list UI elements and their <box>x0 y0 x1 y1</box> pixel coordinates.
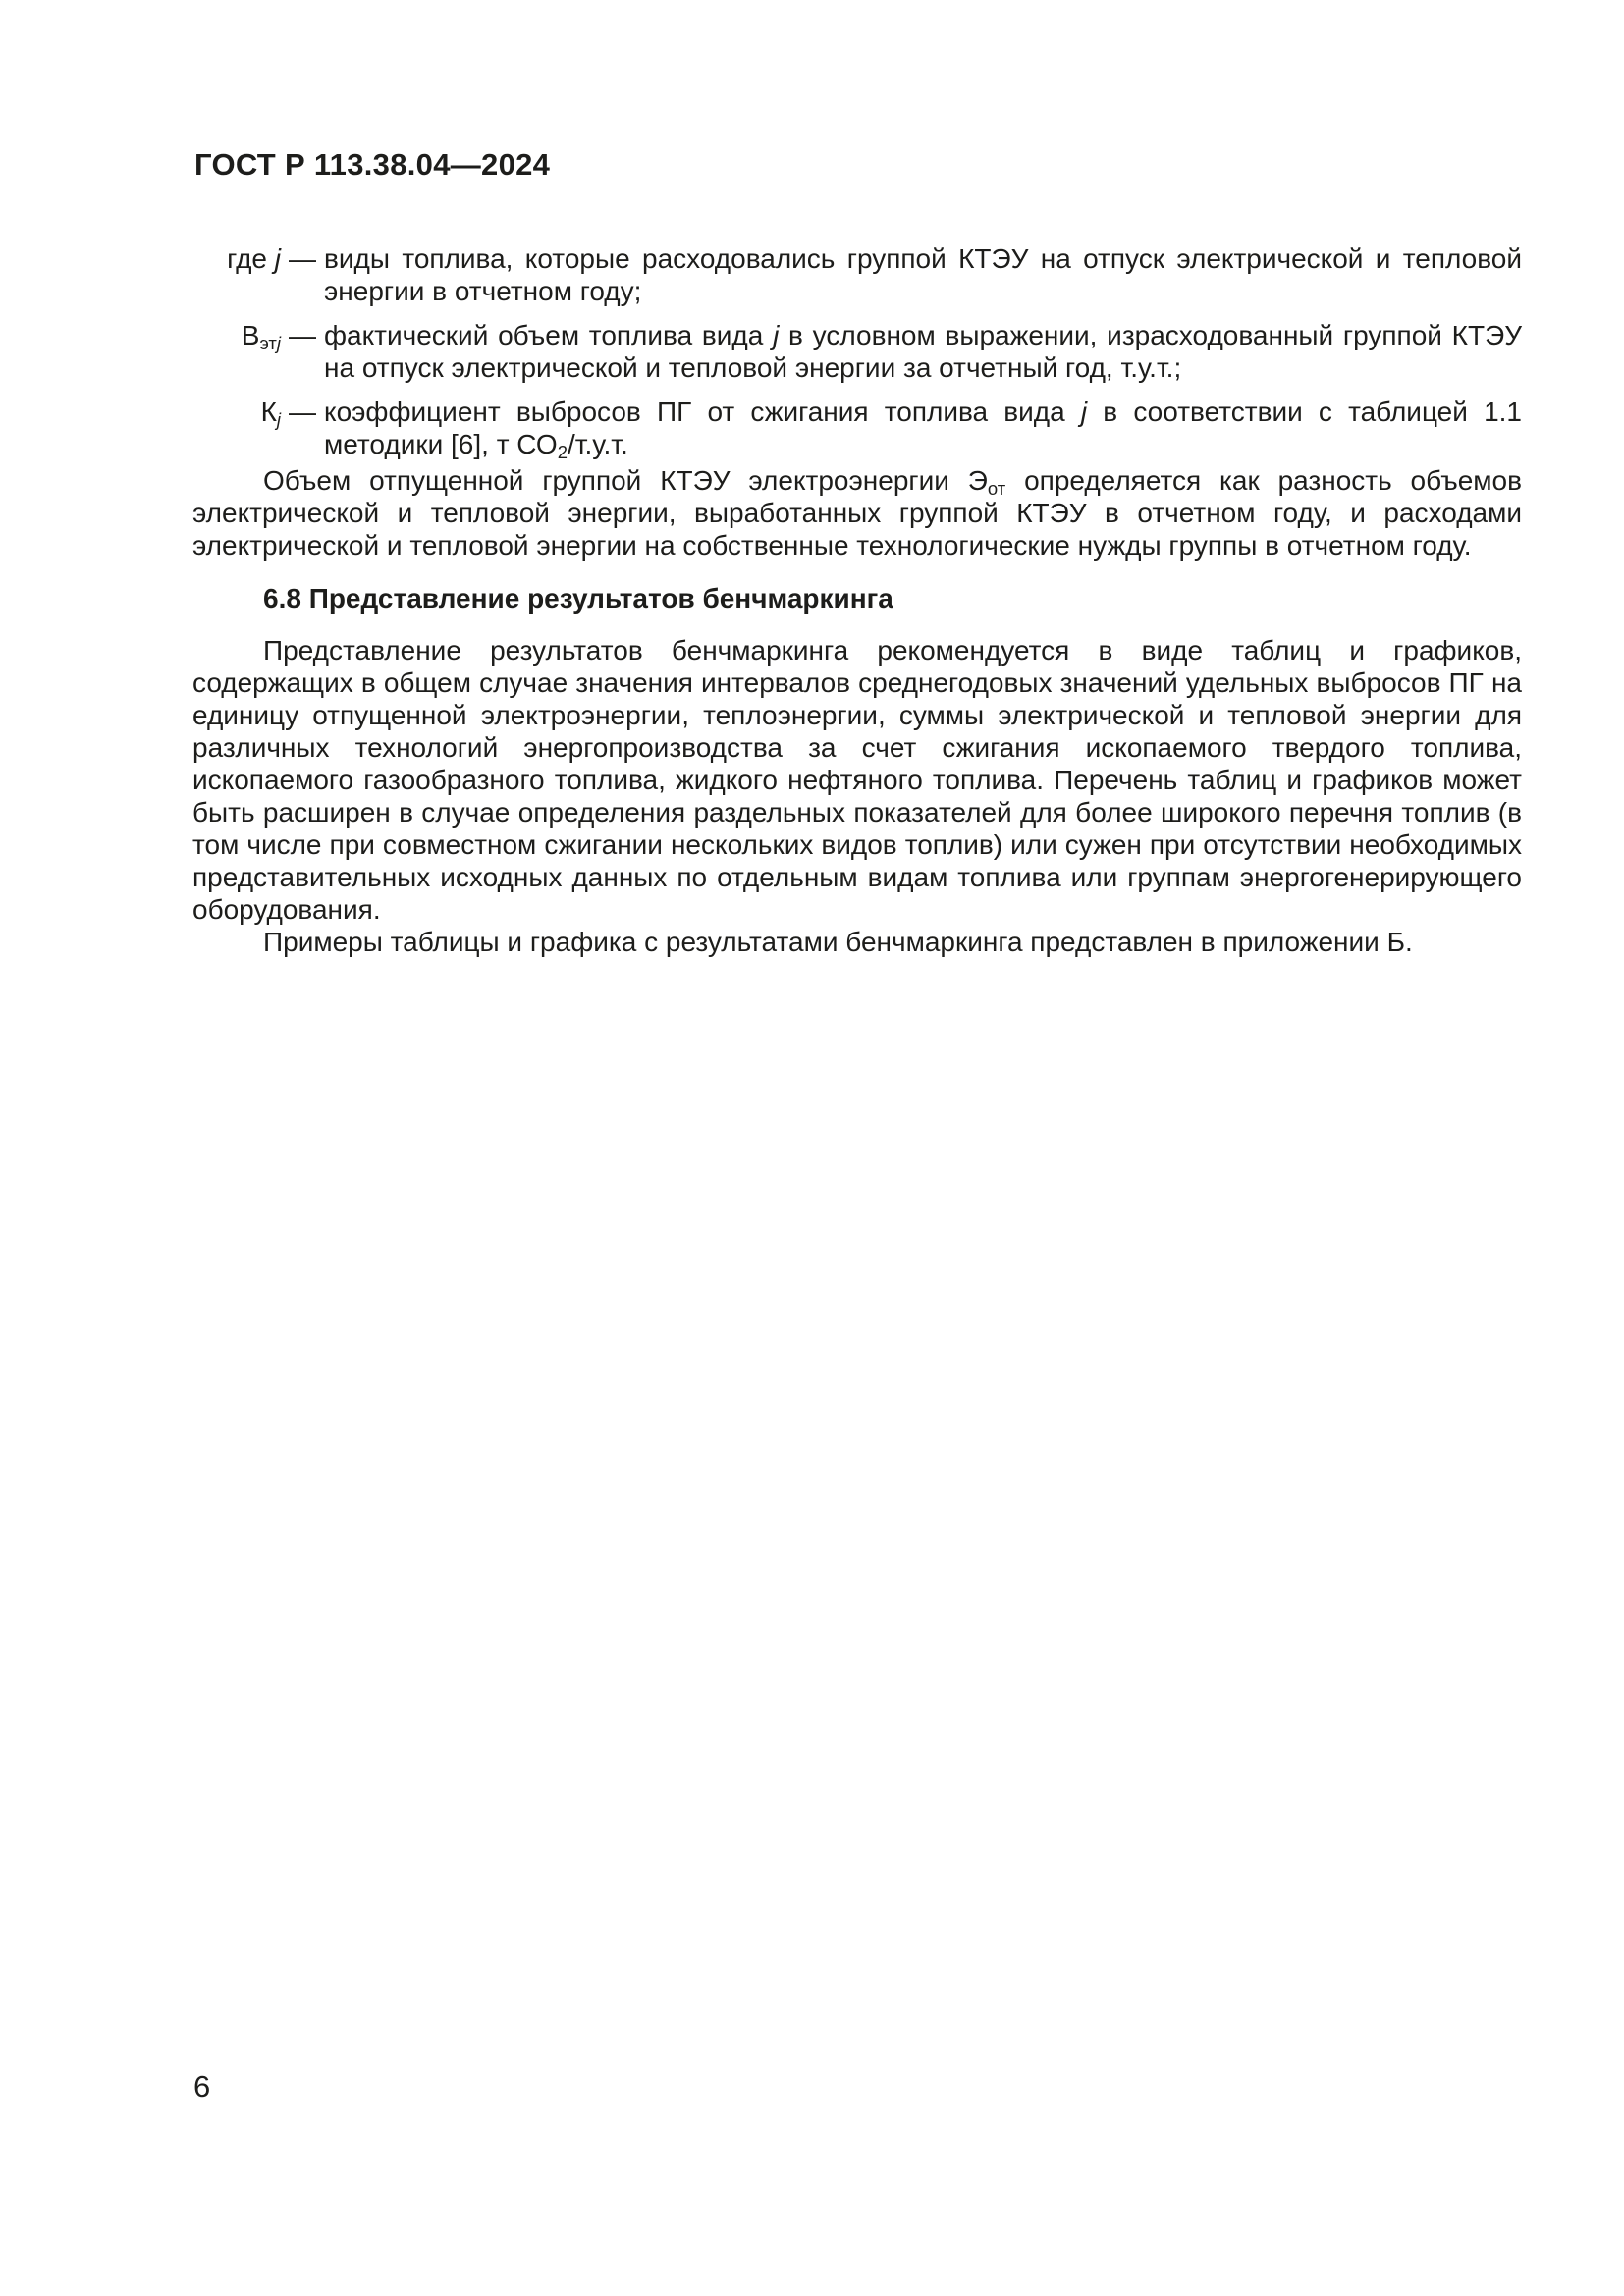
definition-text: коэффициент выбросов ПГ от сжигания топлива вида j в соответствии с таблицей 1.1 методики [6], т СО2/т.у.т. <box>324 397 1522 462</box>
definition-dash: — <box>289 243 316 274</box>
definition-term: Кj <box>260 397 281 430</box>
definition-dash: — <box>289 397 316 427</box>
definition-text: виды топлива, которые расходовались группой КТЭУ на отпуск электрической и тепловой энергии в отчетном году; <box>324 243 1522 306</box>
definition-list <box>192 242 1522 460</box>
paragraph-examples-reference: Примеры таблицы и графика с результатами бенчмаркинга представлен в приложении Б. <box>263 927 1413 957</box>
document-code-header: ГОСТ Р 113.38.04—2024 <box>194 147 551 182</box>
definition-item <box>192 396 1522 460</box>
definition-term: Вэтj <box>241 320 281 353</box>
paragraph-benchmarking-results: Представление результатов бенчмаркинга рекомендуется в виде таблиц и графиков, содержащих в общем случае значения интервалов среднегодовых значений удельных выбросов ПГ на единицу отпущенной электроэнергии, теплоэнергии, суммы электрической и тепловой энергии для различных технологий энергопроизводства за счет сжигания ископаемого твердого топлива, ископаемого газообразного топлива, жидкого нефтяного топлива. Перечень таблиц и графиков может быть расширен в случае определения раздельных показателей для более широкого перечня топлив (в том числе при совместном сжигании нескольких видов топлив) или сужен при отсутствии необходимых представительных исходных данных по отдельным видам топлива или группам энергогенерирующего оборудования. <box>192 635 1522 925</box>
page-content <box>192 242 1522 958</box>
definition-dash: — <box>289 320 316 350</box>
definition-term: где j <box>227 243 281 274</box>
paragraph-released-energy-volume: Объем отпущенной группой КТЭУ электроэнергии Эот определяется как разность объемов электрической и тепловой энергии, выработанных группой КТЭУ в отчетном году, и расходами электрической и тепловой энергии на собственные технологические нужды группы в отчетном году. <box>192 465 1522 561</box>
definition-item <box>192 242 1522 307</box>
definition-text: фактический объем топлива вида j в условном выражении, израсходованный группой КТЭУ на отпуск электрической и тепловой энергии за отчетный год, т.у.т.; <box>324 320 1522 383</box>
definition-item <box>192 319 1522 384</box>
section-heading-6-8: 6.8 Представление результатов бенчмаркинга <box>263 583 893 614</box>
page-number: 6 <box>193 2069 211 2104</box>
